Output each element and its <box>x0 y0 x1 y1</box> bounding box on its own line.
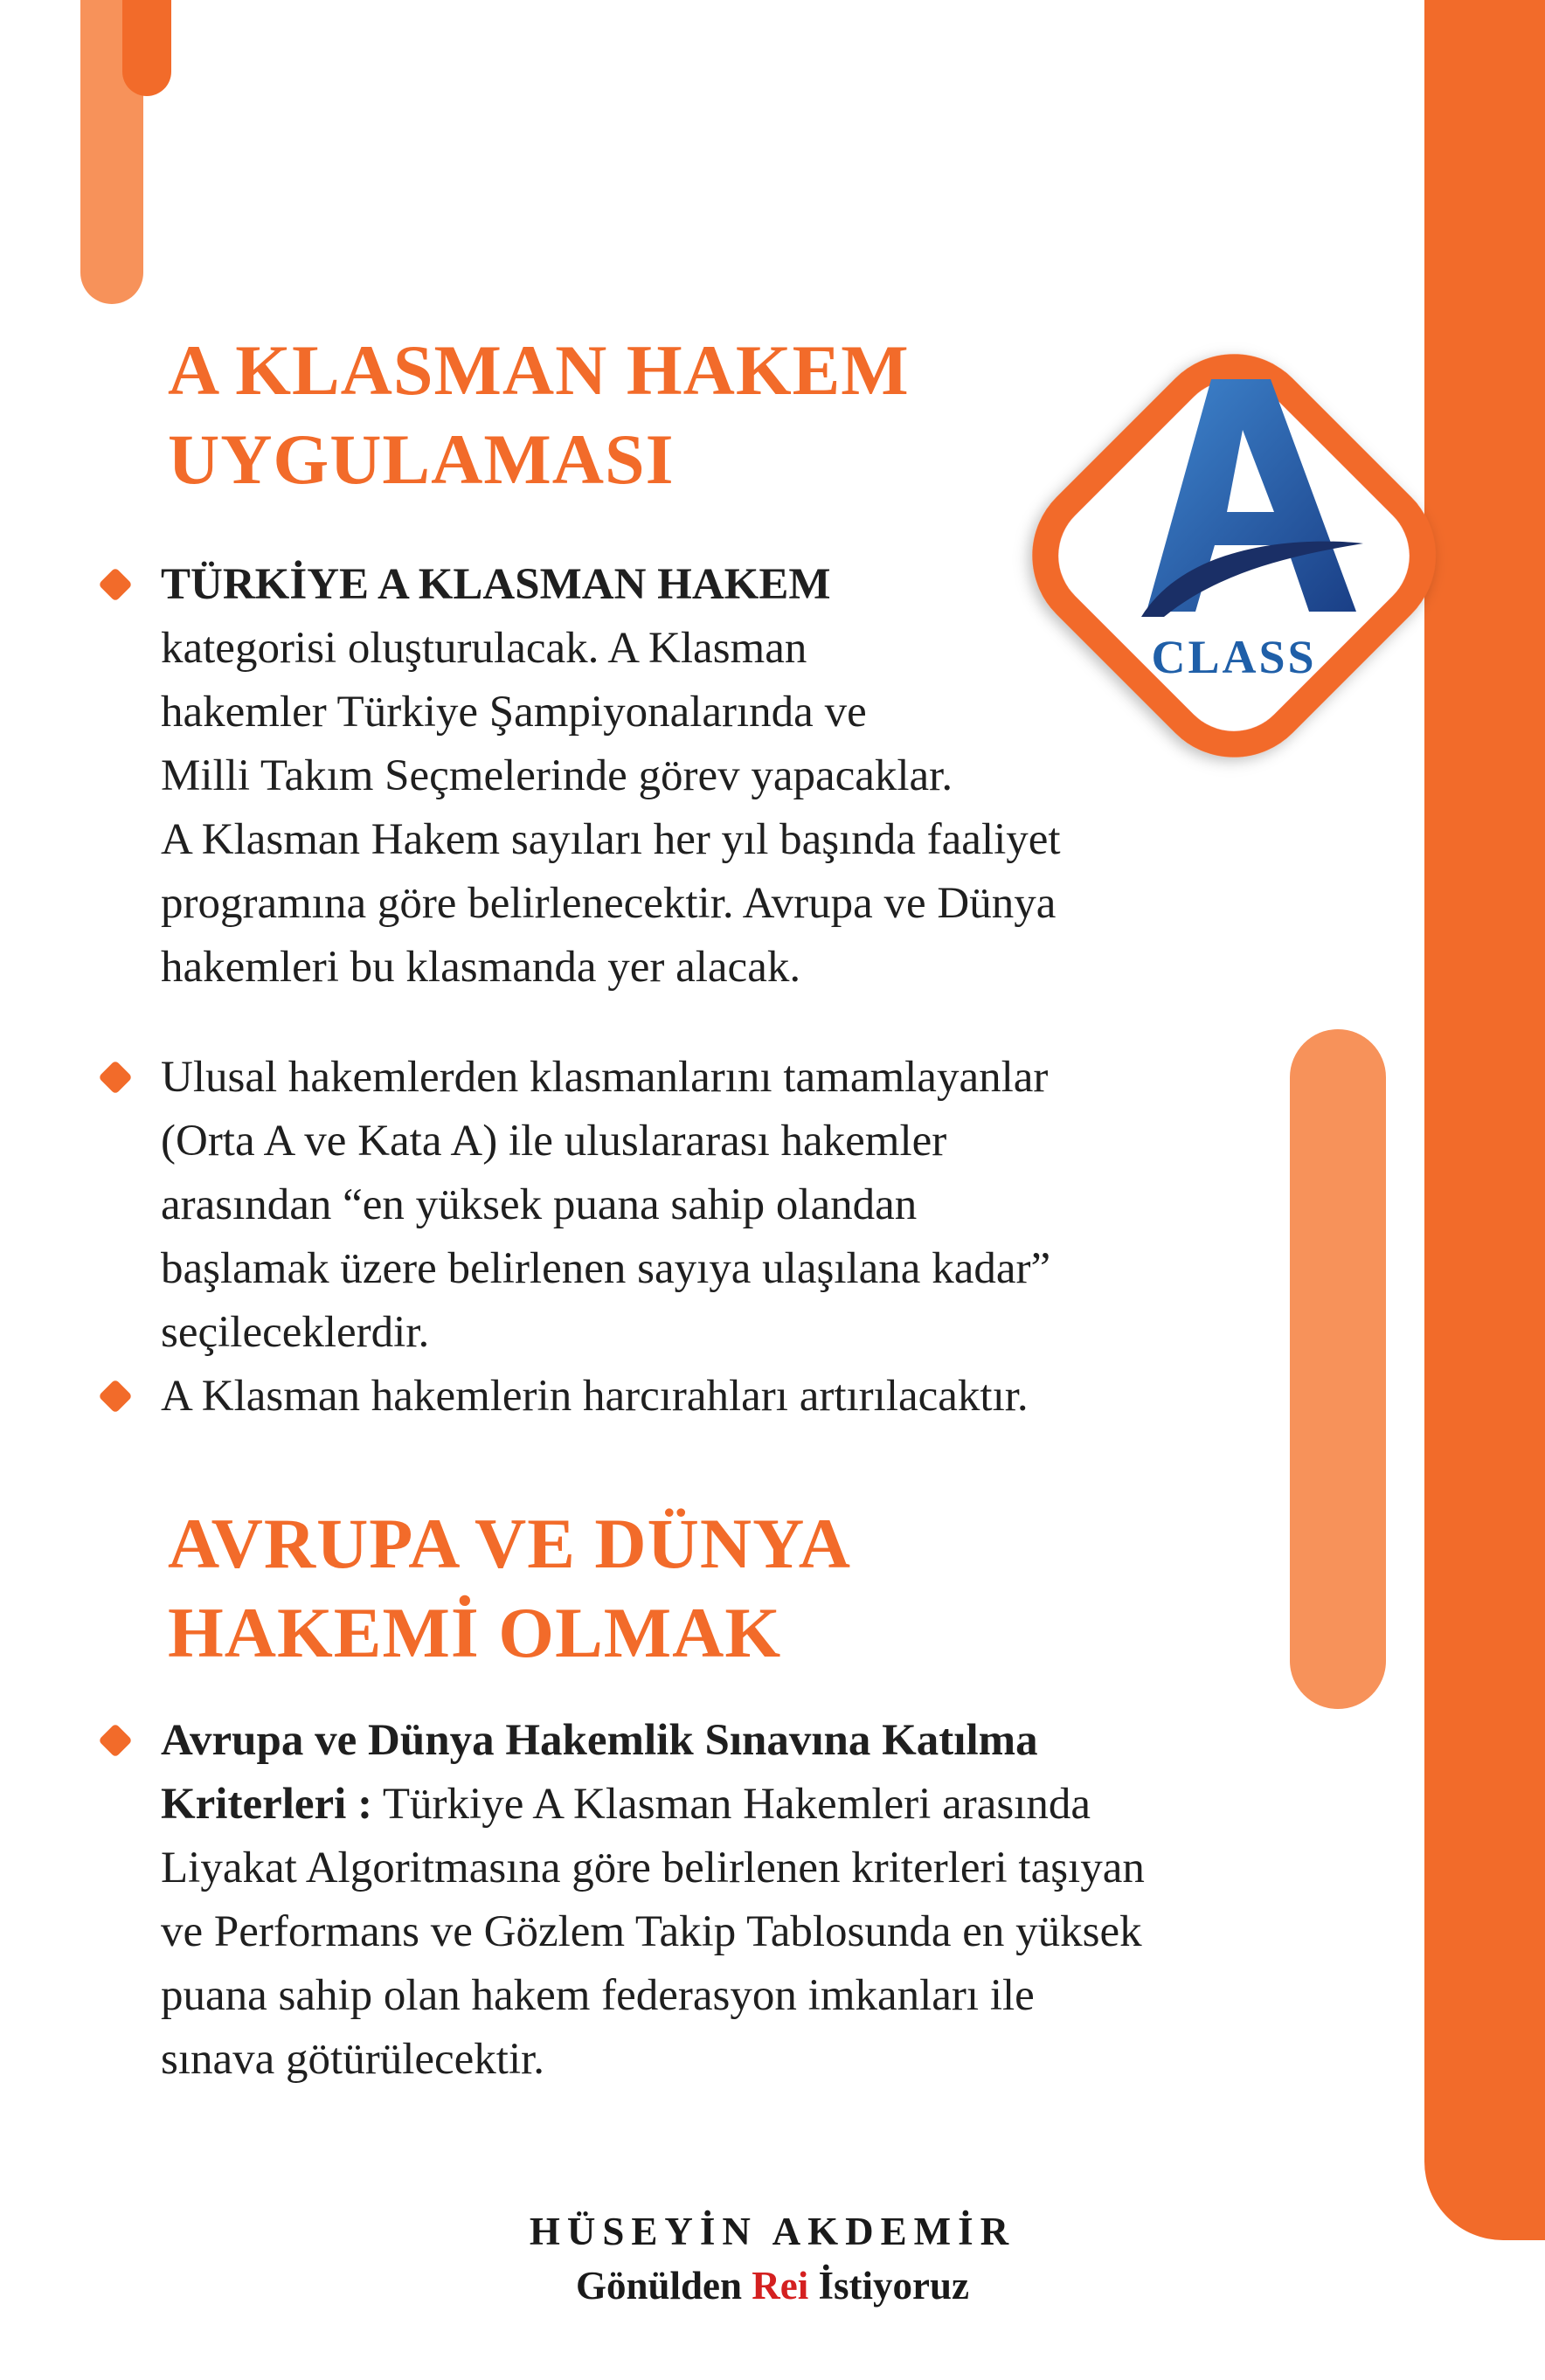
list-item: A Klasman hakemlerin harcırahları artırılacaktır. <box>161 1365 1279 1429</box>
bold-lead: Avrupa ve Dünya Hakemlik Sınavına Katılma <box>161 1716 1038 1765</box>
diamond-bullet-icon <box>98 1379 133 1414</box>
diamond-bullet-icon <box>98 567 133 602</box>
decor-bar-middle <box>1290 1029 1386 1709</box>
slogan-highlight: Rei <box>752 2264 809 2307</box>
author-name: HÜSEYİN AKDEMİR <box>529 2210 1016 2253</box>
logo-text: CLASS <box>1151 631 1317 683</box>
bold-lead-2: Kriterleri : <box>161 1780 373 1829</box>
list-item: Avrupa ve Dünya Hakemlik Sınavına Katılma Kriterleri : Türkiye A Klasman Hakemleri arasında Liyakat Algoritmasına göre belirlenen kriterleri taşıyan ve Performans ve Gözlem Takip Tablosunda en yüksek puana sahip olan hakem federasyon imkanları ile sınava götürülecektir. <box>161 1709 1384 2092</box>
section2-list <box>161 1709 1384 2092</box>
diamond-bullet-icon <box>98 1060 133 1095</box>
section1-list-continued <box>161 1046 1279 1429</box>
bold-lead: TÜRKİYE A KLASMAN HAKEM <box>161 560 831 609</box>
diamond-bullet-icon <box>98 1723 133 1758</box>
section1-list <box>161 553 1367 1000</box>
list-item: Ulusal hakemlerden klasmanlarını tamamlayanlar (Orta A ve Kata A) ile uluslararası hakemler arasından “en yüksek puana sahip olandan başlamak üzere belirlenen sayıya ulaşılana kadar” seçileceklerdir. <box>161 1046 1279 1365</box>
section1-title: A KLASMAN HAKEM UYGULAMASI <box>168 330 910 499</box>
list-item: TÜRKİYE A KLASMAN HAKEM kategorisi oluşturulacak. A Klasman hakemler Türkiye Şampiyonalarında ve Milli Takım Seçmelerinde görev yapacaklar. A Klasman Hakem sayıları her yıl başında faaliyet programına göre belirlenecektir. Avrupa ve Dünya hakemleri bu klasmanda yer alacak. <box>161 553 1367 1000</box>
slogan: Gönülden Rei İstiyoruz <box>575 2264 970 2307</box>
decor-bar-top-left-inner <box>122 0 171 96</box>
section2-title: AVRUPA VE DÜNYA HAKEMİ OLMAK <box>168 1504 851 1672</box>
